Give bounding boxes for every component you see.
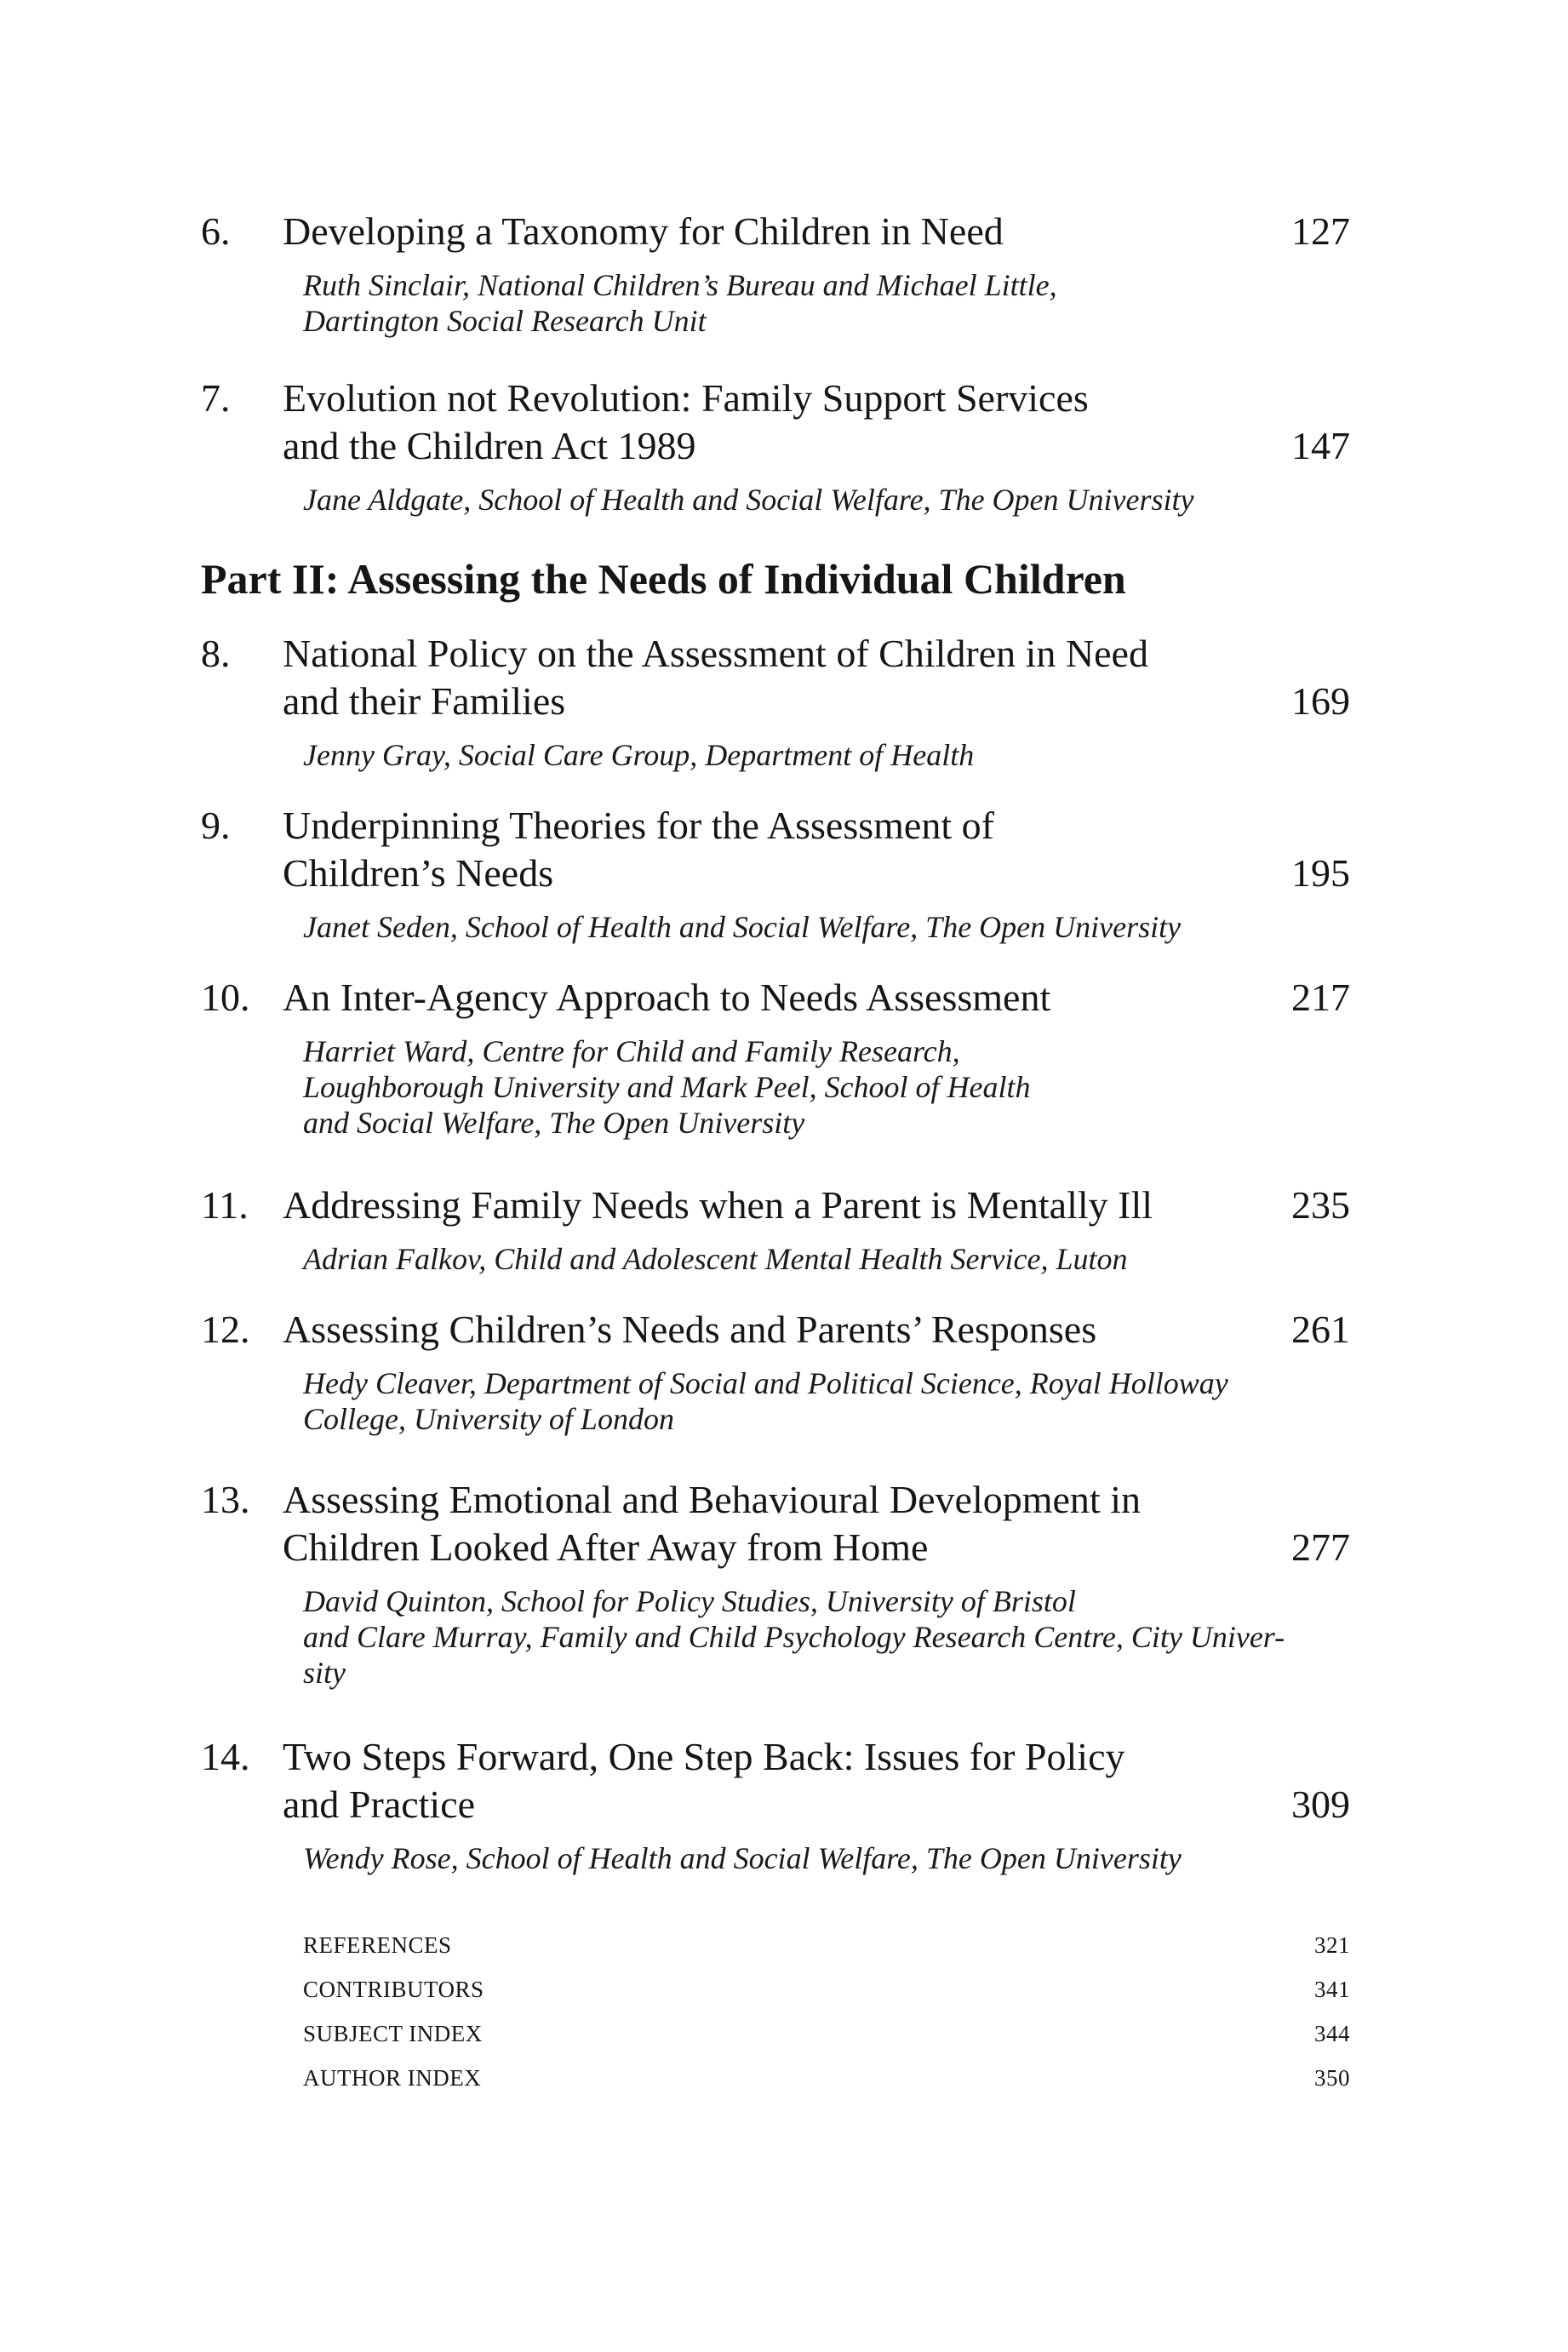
chapter-number: 13. <box>201 1478 250 1521</box>
chapter-title: Underpinning Theories for the Assessment of <box>283 804 994 847</box>
chapter-title: An Inter-Agency Approach to Needs Assessment <box>283 976 1051 1019</box>
chapter-authors: Jane Aldgate, School of Health and Social Welfare, The Open University <box>303 483 1194 517</box>
page-number: 169 <box>1291 679 1350 723</box>
chapter-authors: Dartington Social Research Unit <box>303 304 707 338</box>
chapter-title: Assessing Emotional and Behavioural Development in <box>283 1478 1141 1521</box>
chapter-number: 11. <box>201 1183 249 1227</box>
chapter-title: Children’s Needs <box>283 851 554 895</box>
back-matter-page: 350 <box>1314 2065 1350 2091</box>
chapter-number: 7. <box>201 376 231 420</box>
chapter-authors: and Clare Murray, Family and Child Psychology Research Centre, City Univer- <box>303 1620 1285 1654</box>
page-number: 309 <box>1291 1783 1350 1826</box>
chapter-title: and their Families <box>283 679 566 723</box>
chapter-number: 8. <box>201 632 231 675</box>
chapter-title: National Policy on the Assessment of Children in Need <box>283 632 1148 675</box>
page-number: 261 <box>1291 1308 1350 1351</box>
chapter-authors: Loughborough University and Mark Peel, School of Health <box>303 1070 1031 1104</box>
chapter-authors: Adrian Falkov, Child and Adolescent Mental Health Service, Luton <box>303 1242 1128 1276</box>
chapter-authors: Ruth Sinclair, National Children’s Bureau and Michael Little, <box>303 268 1057 302</box>
chapter-authors: College, University of London <box>303 1402 674 1436</box>
page-number: 147 <box>1291 424 1350 467</box>
chapter-title: Assessing Children’s Needs and Parents’ Responses <box>283 1308 1097 1351</box>
chapter-authors: Jenny Gray, Social Care Group, Department of Health <box>303 738 975 772</box>
chapter-authors: Harriet Ward, Centre for Child and Family Research, <box>303 1034 960 1068</box>
page-number: 127 <box>1291 209 1350 253</box>
chapter-authors: David Quinton, School for Policy Studies, University of Bristol <box>303 1584 1076 1618</box>
chapter-authors: sity <box>303 1656 346 1690</box>
chapter-title: Two Steps Forward, One Step Back: Issues for Policy <box>283 1735 1125 1778</box>
chapter-number: 10. <box>201 976 250 1019</box>
back-matter-label: AUTHOR INDEX <box>303 2065 482 2091</box>
chapter-number: 6. <box>201 209 231 253</box>
chapter-title: Developing a Taxonomy for Children in Need <box>283 209 1004 253</box>
back-matter-label: SUBJECT INDEX <box>303 2021 483 2046</box>
chapter-number: 14. <box>201 1735 250 1778</box>
chapter-number: 9. <box>201 804 231 847</box>
chapter-authors: and Social Welfare, The Open University <box>303 1106 805 1140</box>
chapter-number: 12. <box>201 1308 250 1351</box>
back-matter-page: 321 <box>1314 1932 1350 1958</box>
chapter-title: Children Looked After Away from Home <box>283 1525 929 1569</box>
chapter-authors: Janet Seden, School of Health and Social Welfare, The Open University <box>303 910 1182 944</box>
chapter-title: Evolution not Revolution: Family Support Services <box>283 376 1089 420</box>
chapter-title: Addressing Family Needs when a Parent is Mentally Ill <box>283 1183 1153 1227</box>
back-matter-label: CONTRIBUTORS <box>303 1977 484 2002</box>
back-matter-label: REFERENCES <box>303 1932 452 1958</box>
chapter-authors: Hedy Cleaver, Department of Social and Political Science, Royal Holloway <box>303 1366 1228 1400</box>
back-matter-page: 344 <box>1314 2021 1350 2046</box>
chapter-authors: Wendy Rose, School of Health and Social Welfare, The Open University <box>303 1841 1182 1875</box>
page-number: 217 <box>1291 976 1350 1019</box>
back-matter-page: 341 <box>1314 1977 1350 2002</box>
part-heading: Part II: Assessing the Needs of Individual Children <box>201 555 1126 603</box>
page-number: 195 <box>1291 851 1350 895</box>
chapter-title: and the Children Act 1989 <box>283 424 696 467</box>
page-number: 277 <box>1291 1525 1350 1569</box>
page-number: 235 <box>1291 1183 1350 1227</box>
chapter-title: and Practice <box>283 1783 476 1826</box>
